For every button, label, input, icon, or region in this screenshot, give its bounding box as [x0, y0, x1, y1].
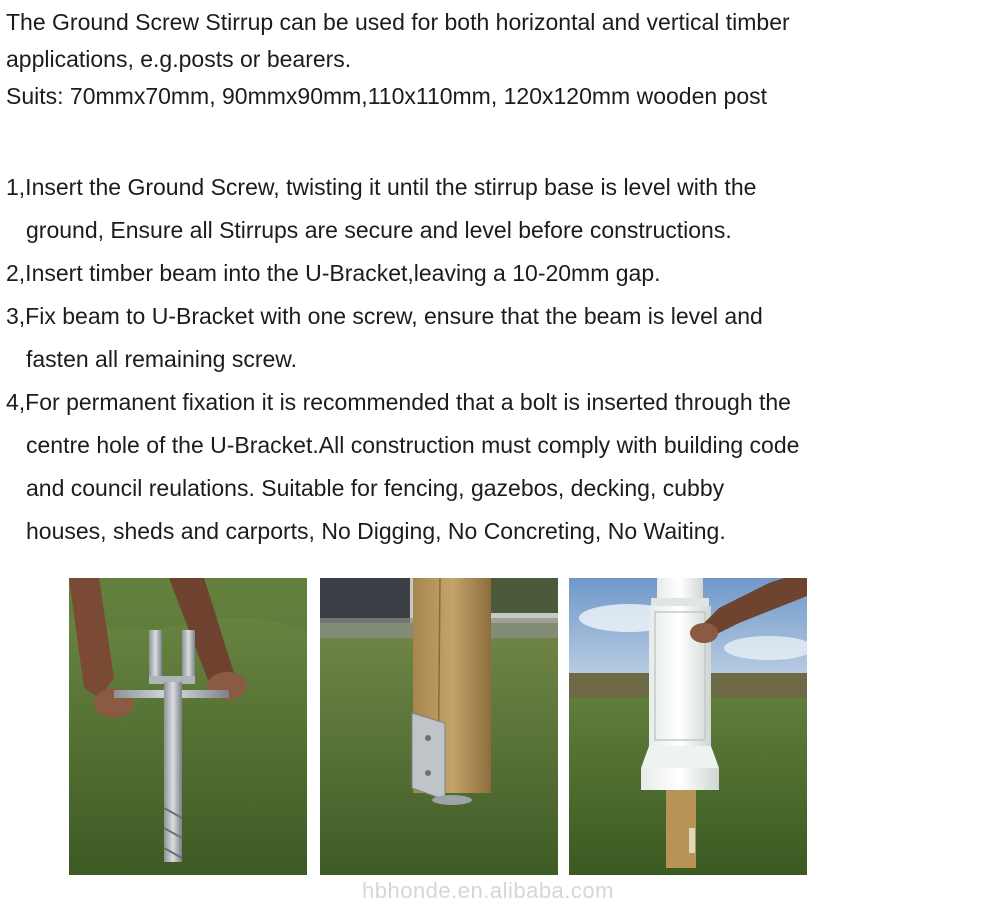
step-text: 3,Fix beam to U-Bracket with one screw, ensure that the beam is level and — [6, 303, 763, 329]
intro-text — [6, 4, 986, 115]
step-2 — [6, 252, 986, 295]
step-3 — [6, 295, 986, 381]
photo-timber-post-bracket — [320, 578, 558, 875]
instruction-steps — [6, 166, 986, 553]
intro-line: applications, e.g.posts or bearers. — [6, 46, 352, 72]
step-1 — [6, 166, 986, 252]
suits-line: Suits: 70mmx70mm, 90mmx90mm,110x110mm, 120x120mm wooden post — [6, 83, 768, 109]
step-text: 1,Insert the Ground Screw, twisting it until the stirrup base is level with the — [6, 174, 757, 200]
step-text-continued: houses, sheds and carports, No Digging, No Concreting, No Waiting. — [26, 518, 726, 544]
photo-post-sleeve-install — [569, 578, 807, 875]
step-text-continued: ground, Ensure all Stirrups are secure and level before constructions. — [26, 217, 732, 243]
step-text-continued: and council reulations. Suitable for fencing, gazebos, decking, cubby — [26, 475, 725, 501]
step-text-continued: fasten all remaining screw. — [26, 346, 298, 372]
step-text: 4,For permanent fixation it is recommended that a bolt is inserted through the — [6, 389, 791, 415]
intro-line: The Ground Screw Stirrup can be used for both horizontal and vertical timber — [6, 9, 790, 35]
step-4 — [6, 381, 986, 553]
watermark: hbhonde.en.alibaba.com — [362, 878, 614, 903]
photo-ground-screw-install — [69, 578, 307, 875]
step-text-continued: centre hole of the U-Bracket.All construction must comply with building code — [26, 432, 800, 458]
step-text: 2,Insert timber beam into the U-Bracket,leaving a 10-20mm gap. — [6, 260, 661, 286]
